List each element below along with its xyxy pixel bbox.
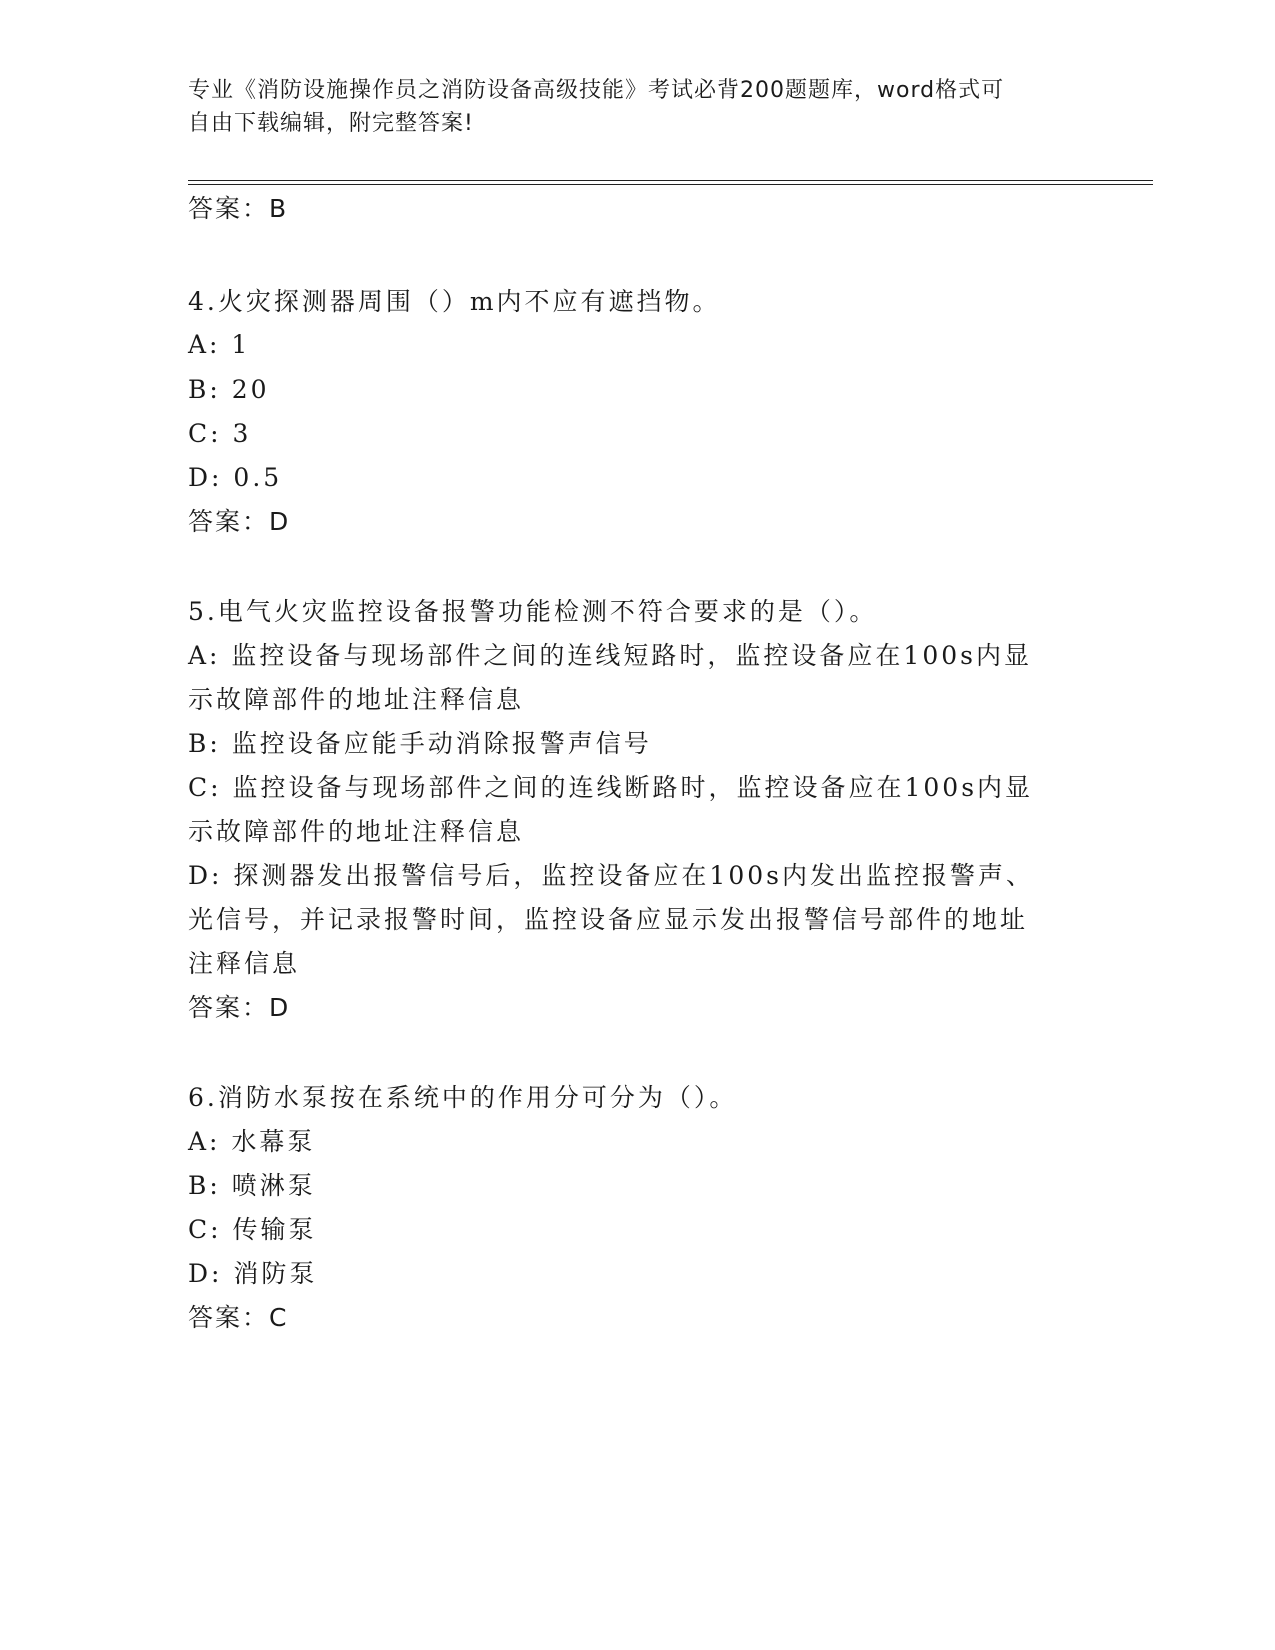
question-5-option-a-cont: 示故障部件的地址注释信息 [188, 685, 525, 714]
question-4-option-a: A: 1 [188, 330, 251, 359]
document-header [188, 74, 1068, 140]
header-line-2: 自由下载编辑，附完整答案! [188, 111, 474, 136]
header-divider-bottom [188, 184, 1153, 185]
question-4-answer: 答案：D [188, 507, 291, 536]
question-4-option-c: C: 3 [188, 419, 252, 448]
question-5-option-d-cont-1: 光信号，并记录报警时间，监控设备应显示发出报警信号部件的地址 [188, 905, 1029, 934]
question-6-option-c: C: 传输泵 [188, 1215, 317, 1244]
question-5-answer: 答案：D [188, 993, 291, 1022]
header-line-1: 专业《消防设施操作员之消防设备高级技能》考试必背200题题库，word格式可 [188, 78, 1005, 103]
question-5-option-d-cont-2: 注释信息 [188, 949, 301, 978]
question-4-option-d: D: 0.5 [188, 463, 283, 492]
question-5-option-b: B: 监控设备应能手动消除报警声信号 [188, 729, 652, 758]
question-5-option-c-cont: 示故障部件的地址注释信息 [188, 817, 525, 846]
question-6-option-d: D: 消防泵 [188, 1259, 318, 1288]
question-5-option-a: A: 监控设备与现场部件之间的连线短路时，监控设备应在100s内显 [188, 641, 1032, 670]
question-5-option-d: D: 探测器发出报警信号后，监控设备应在100s内发出监控报警声、 [188, 861, 1034, 890]
question-6-option-b: B: 喷淋泵 [188, 1171, 316, 1200]
question-6-answer: 答案：C [188, 1303, 289, 1332]
question-4-stem: 4.火灾探测器周围（）m内不应有遮挡物。 [188, 287, 721, 316]
question-4-option-b: B: 20 [188, 375, 270, 404]
question-6-stem: 6.消防水泵按在系统中的作用分可分为（）。 [188, 1083, 738, 1112]
question-5-option-c: C: 监控设备与现场部件之间的连线断路时，监控设备应在100s内显 [188, 773, 1034, 802]
question-5-stem: 5.电气火灾监控设备报警功能检测不符合要求的是（）。 [188, 597, 878, 626]
question-6-option-a: A: 水幕泵 [188, 1127, 316, 1156]
header-divider-top [188, 180, 1153, 181]
previous-answer: 答案：B [188, 194, 289, 223]
